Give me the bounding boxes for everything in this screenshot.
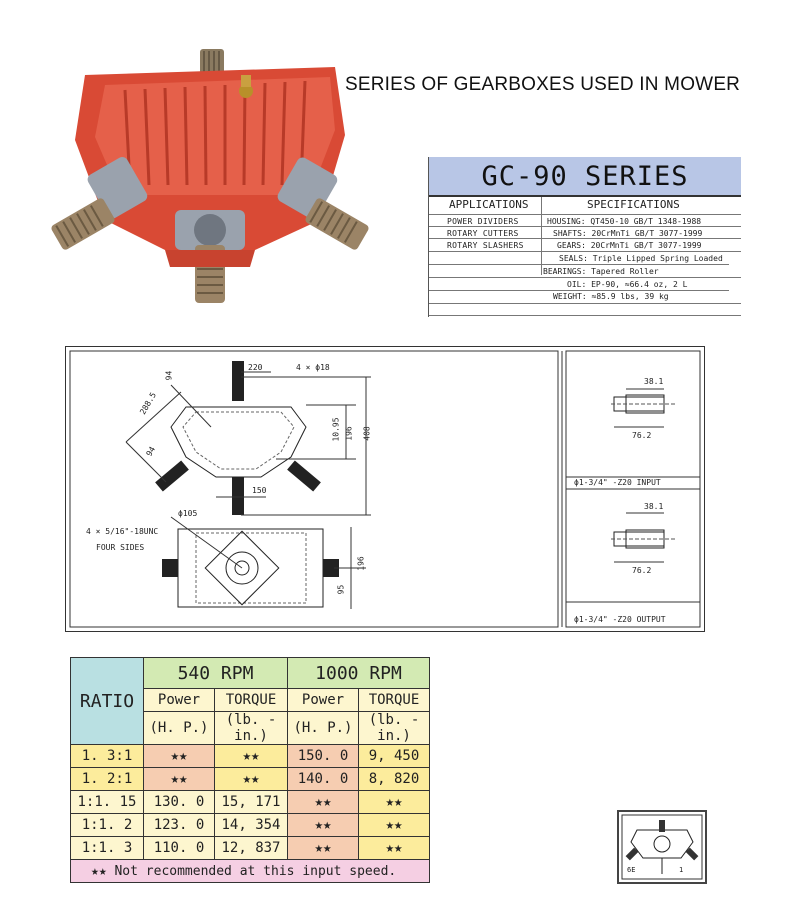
dim-220: 220 bbox=[248, 363, 263, 372]
application-item: POWER DIVIDERS bbox=[447, 217, 519, 226]
torque-540-cell: ★★ bbox=[215, 745, 288, 768]
torque-540-cell: 14, 354 bbox=[215, 814, 288, 837]
spec-seals: SEALS: Triple Lipped Spring Loaded bbox=[559, 254, 723, 263]
power-540-cell: 110. 0 bbox=[144, 837, 215, 860]
thumbnail-label-a: 6E bbox=[627, 866, 636, 874]
rpm-540-header: 540 RPM bbox=[144, 658, 288, 689]
lbin-unit-1000: (lb. -in.) bbox=[359, 712, 430, 745]
dim-150: 150 bbox=[252, 486, 267, 495]
dim-10-95: 10.95 bbox=[331, 417, 341, 442]
spec-card-header-row bbox=[429, 198, 741, 214]
torque-1000-cell: 9, 450 bbox=[359, 745, 430, 768]
dim-tap-holes: 4 × 5/16"-18UNC bbox=[86, 527, 159, 536]
dim-94-a: 94 bbox=[164, 370, 174, 381]
hp-unit-1000: (H. P.) bbox=[288, 712, 359, 745]
output-dim-38: 38.1 bbox=[644, 502, 664, 511]
torque-1000-cell: 8, 820 bbox=[359, 768, 430, 791]
dim-408: 408 bbox=[362, 426, 372, 441]
application-item: ROTARY SLASHERS bbox=[447, 241, 524, 250]
output-caption: ϕ1-3/4" -Z20 OUTPUT bbox=[574, 615, 666, 624]
gearbox-thumbnail bbox=[617, 810, 707, 884]
power-540-cell: ★★ bbox=[144, 768, 215, 791]
power-540-cell: 130. 0 bbox=[144, 791, 215, 814]
spec-housing: HOUSING: QT450-10 GB/T 1348-1988 bbox=[547, 217, 702, 226]
table-footnote: ★★ Not recommended at this input speed. bbox=[71, 860, 430, 883]
power-header-540: Power bbox=[144, 689, 215, 712]
technical-drawing bbox=[65, 346, 705, 632]
spec-card bbox=[428, 157, 741, 317]
input-dim-38: 38.1 bbox=[644, 377, 664, 386]
dim-holes: 4 × ϕ18 bbox=[296, 363, 330, 372]
spec-oil: OIL: EP-90, ≈66.4 oz, 2 L bbox=[567, 280, 688, 289]
power-540-cell: 123. 0 bbox=[144, 814, 215, 837]
dim-phi105: ϕ105 bbox=[178, 509, 198, 518]
ratio-cell: 1. 2:1 bbox=[71, 768, 144, 791]
torque-1000-cell: ★★ bbox=[359, 791, 430, 814]
spec-weight: WEIGHT: ≈85.9 lbs, 39 kg bbox=[553, 292, 669, 301]
ratio-cell: 1:1. 3 bbox=[71, 837, 144, 860]
drawing-lines bbox=[66, 347, 704, 631]
ratio-cell: 1:1. 15 bbox=[71, 791, 144, 814]
hp-unit-540: (H. P.) bbox=[144, 712, 215, 745]
application-item: ROTARY CUTTERS bbox=[447, 229, 519, 238]
power-1000-cell: ★★ bbox=[288, 791, 359, 814]
lbin-unit-540: (lb. -in.) bbox=[215, 712, 288, 745]
dim-four-sides: FOUR SIDES bbox=[96, 543, 145, 552]
dim-95: 95 bbox=[336, 584, 346, 595]
output-dim-76: 76.2 bbox=[632, 566, 652, 575]
dim-196-b: 196 bbox=[356, 556, 366, 571]
ratio-header: RATIO bbox=[71, 658, 144, 745]
input-dim-76: 76.2 bbox=[632, 431, 652, 440]
input-caption: ϕ1-3/4" -Z20 INPUT bbox=[574, 478, 661, 487]
power-1000-cell: ★★ bbox=[288, 837, 359, 860]
torque-540-cell: ★★ bbox=[215, 768, 288, 791]
torque-540-cell: 12, 837 bbox=[215, 837, 288, 860]
spec-bearings: BEARINGS: Tapered Roller bbox=[543, 267, 659, 276]
table-row bbox=[71, 791, 430, 814]
gearbox-photo bbox=[45, 45, 375, 310]
torque-1000-cell: ★★ bbox=[359, 814, 430, 837]
thumbnail-label-b: 1 bbox=[679, 866, 684, 874]
page-headline: SERIES OF GEARBOXES USED IN MOWER bbox=[345, 74, 741, 95]
ratio-cell: 1:1. 2 bbox=[71, 814, 144, 837]
torque-1000-cell: ★★ bbox=[359, 837, 430, 860]
torque-header-1000: TORQUE bbox=[359, 689, 430, 712]
rpm-1000-header: 1000 RPM bbox=[288, 658, 430, 689]
dim-94-b: 94 bbox=[144, 445, 158, 458]
specifications-header: SPECIFICATIONS bbox=[587, 198, 680, 211]
power-1000-cell: ★★ bbox=[288, 814, 359, 837]
torque-540-cell: 15, 171 bbox=[215, 791, 288, 814]
dim-288: 288.5 bbox=[138, 390, 158, 417]
spec-gears: GEARS: 20CrMnTi GB/T 3077-1999 bbox=[557, 241, 702, 250]
power-540-cell: ★★ bbox=[144, 745, 215, 768]
table-row bbox=[71, 814, 430, 837]
table-row bbox=[71, 745, 430, 768]
power-header-1000: Power bbox=[288, 689, 359, 712]
ratio-cell: 1. 3:1 bbox=[71, 745, 144, 768]
table-row bbox=[71, 768, 430, 791]
power-1000-cell: 140. 0 bbox=[288, 768, 359, 791]
spec-shafts: SHAFTS: 20CrMnTi GB/T 3077-1999 bbox=[553, 229, 703, 238]
spec-card-title: GC-90 SERIES bbox=[429, 157, 741, 197]
applications-header: APPLICATIONS bbox=[449, 198, 529, 211]
torque-header-540: TORQUE bbox=[215, 689, 288, 712]
power-1000-cell: 150. 0 bbox=[288, 745, 359, 768]
table-row bbox=[71, 837, 430, 860]
ratio-table bbox=[70, 657, 430, 883]
dim-196-a: 196 bbox=[344, 426, 354, 441]
